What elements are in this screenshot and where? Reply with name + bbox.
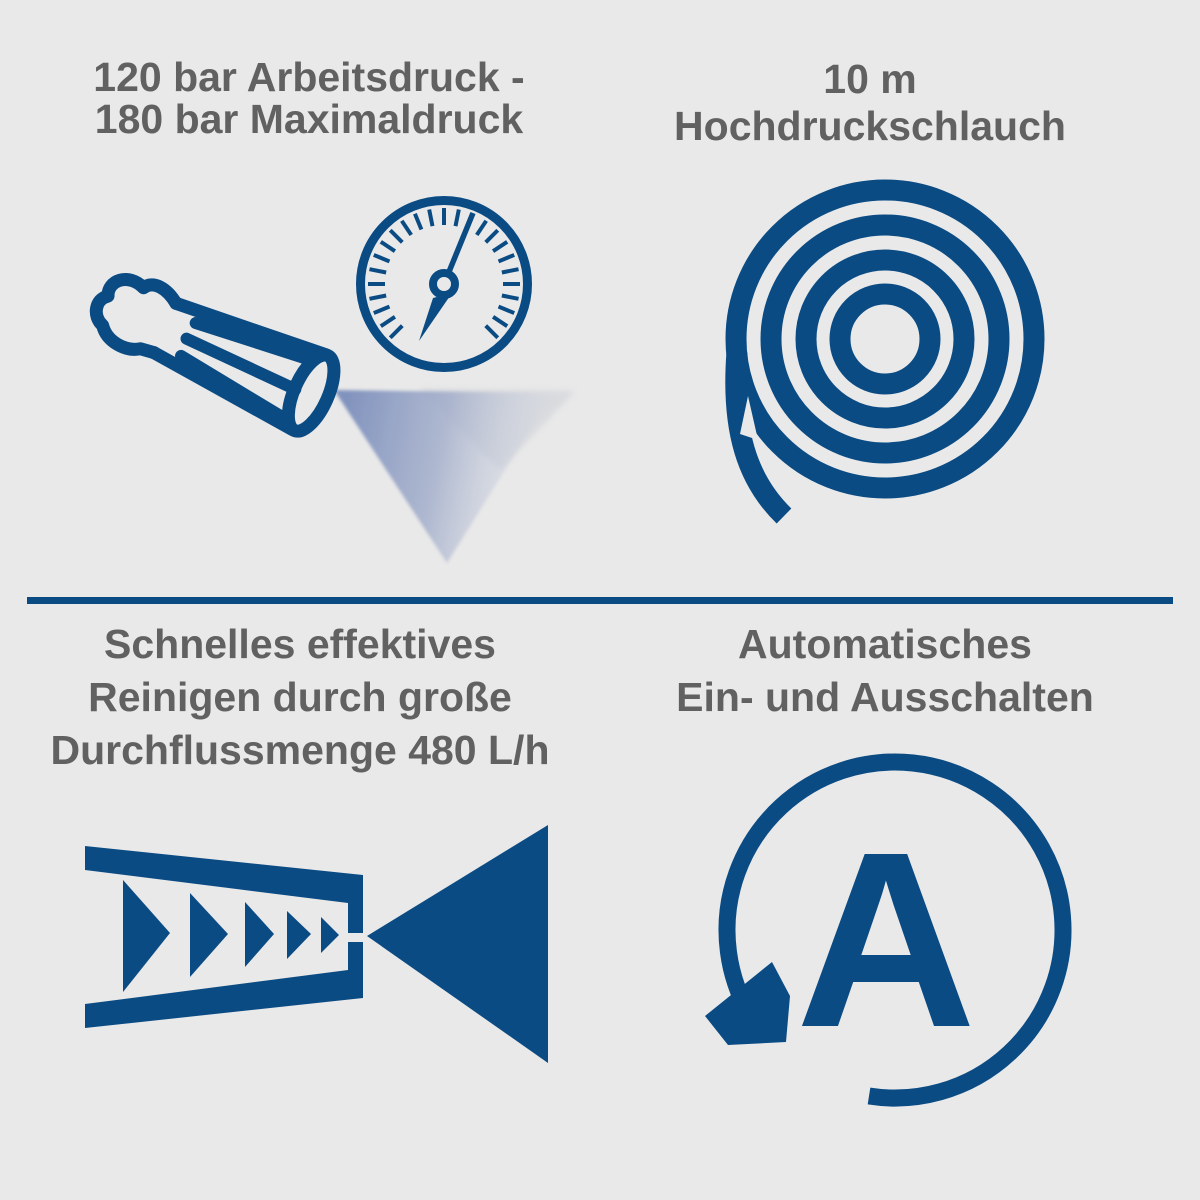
flow-heading-line1: Schnelles effektives — [104, 621, 496, 667]
pressure-gauge-icon — [361, 201, 528, 368]
auto-heading-line2: Ein- und Ausschalten — [676, 674, 1094, 720]
coiled-hose-icon — [690, 160, 1090, 550]
auto-restart-icon — [670, 745, 1110, 1145]
pressure-heading-line2: 180 bar Maximaldruck — [94, 96, 524, 142]
gauge-needle — [419, 213, 473, 341]
letter-a: A — [795, 800, 977, 1079]
circular-arrow-head — [705, 962, 790, 1045]
pressure-heading-line1: 120 bar Arbeitsdruck - — [93, 54, 525, 100]
pressure-heading — [14, 56, 604, 140]
flow-heading-line2: Reinigen durch große — [88, 674, 512, 720]
flow-heading-line3: Durchflussmenge 480 L/h — [50, 727, 550, 773]
pressure-icon-group — [60, 165, 580, 585]
auto-heading — [640, 618, 1130, 724]
flow-heading — [10, 618, 590, 777]
spray-fan — [367, 825, 548, 1063]
water-flow-nozzle-icon — [70, 810, 570, 1080]
hose-heading-line1: 10 m Hochdruckschlauch — [674, 56, 1066, 149]
spray-nozzle-icon — [83, 262, 343, 438]
section-divider — [27, 597, 1173, 604]
auto-heading-line1: Automatisches — [738, 621, 1032, 667]
water-spray — [334, 389, 575, 563]
hose-heading — [625, 56, 1115, 150]
